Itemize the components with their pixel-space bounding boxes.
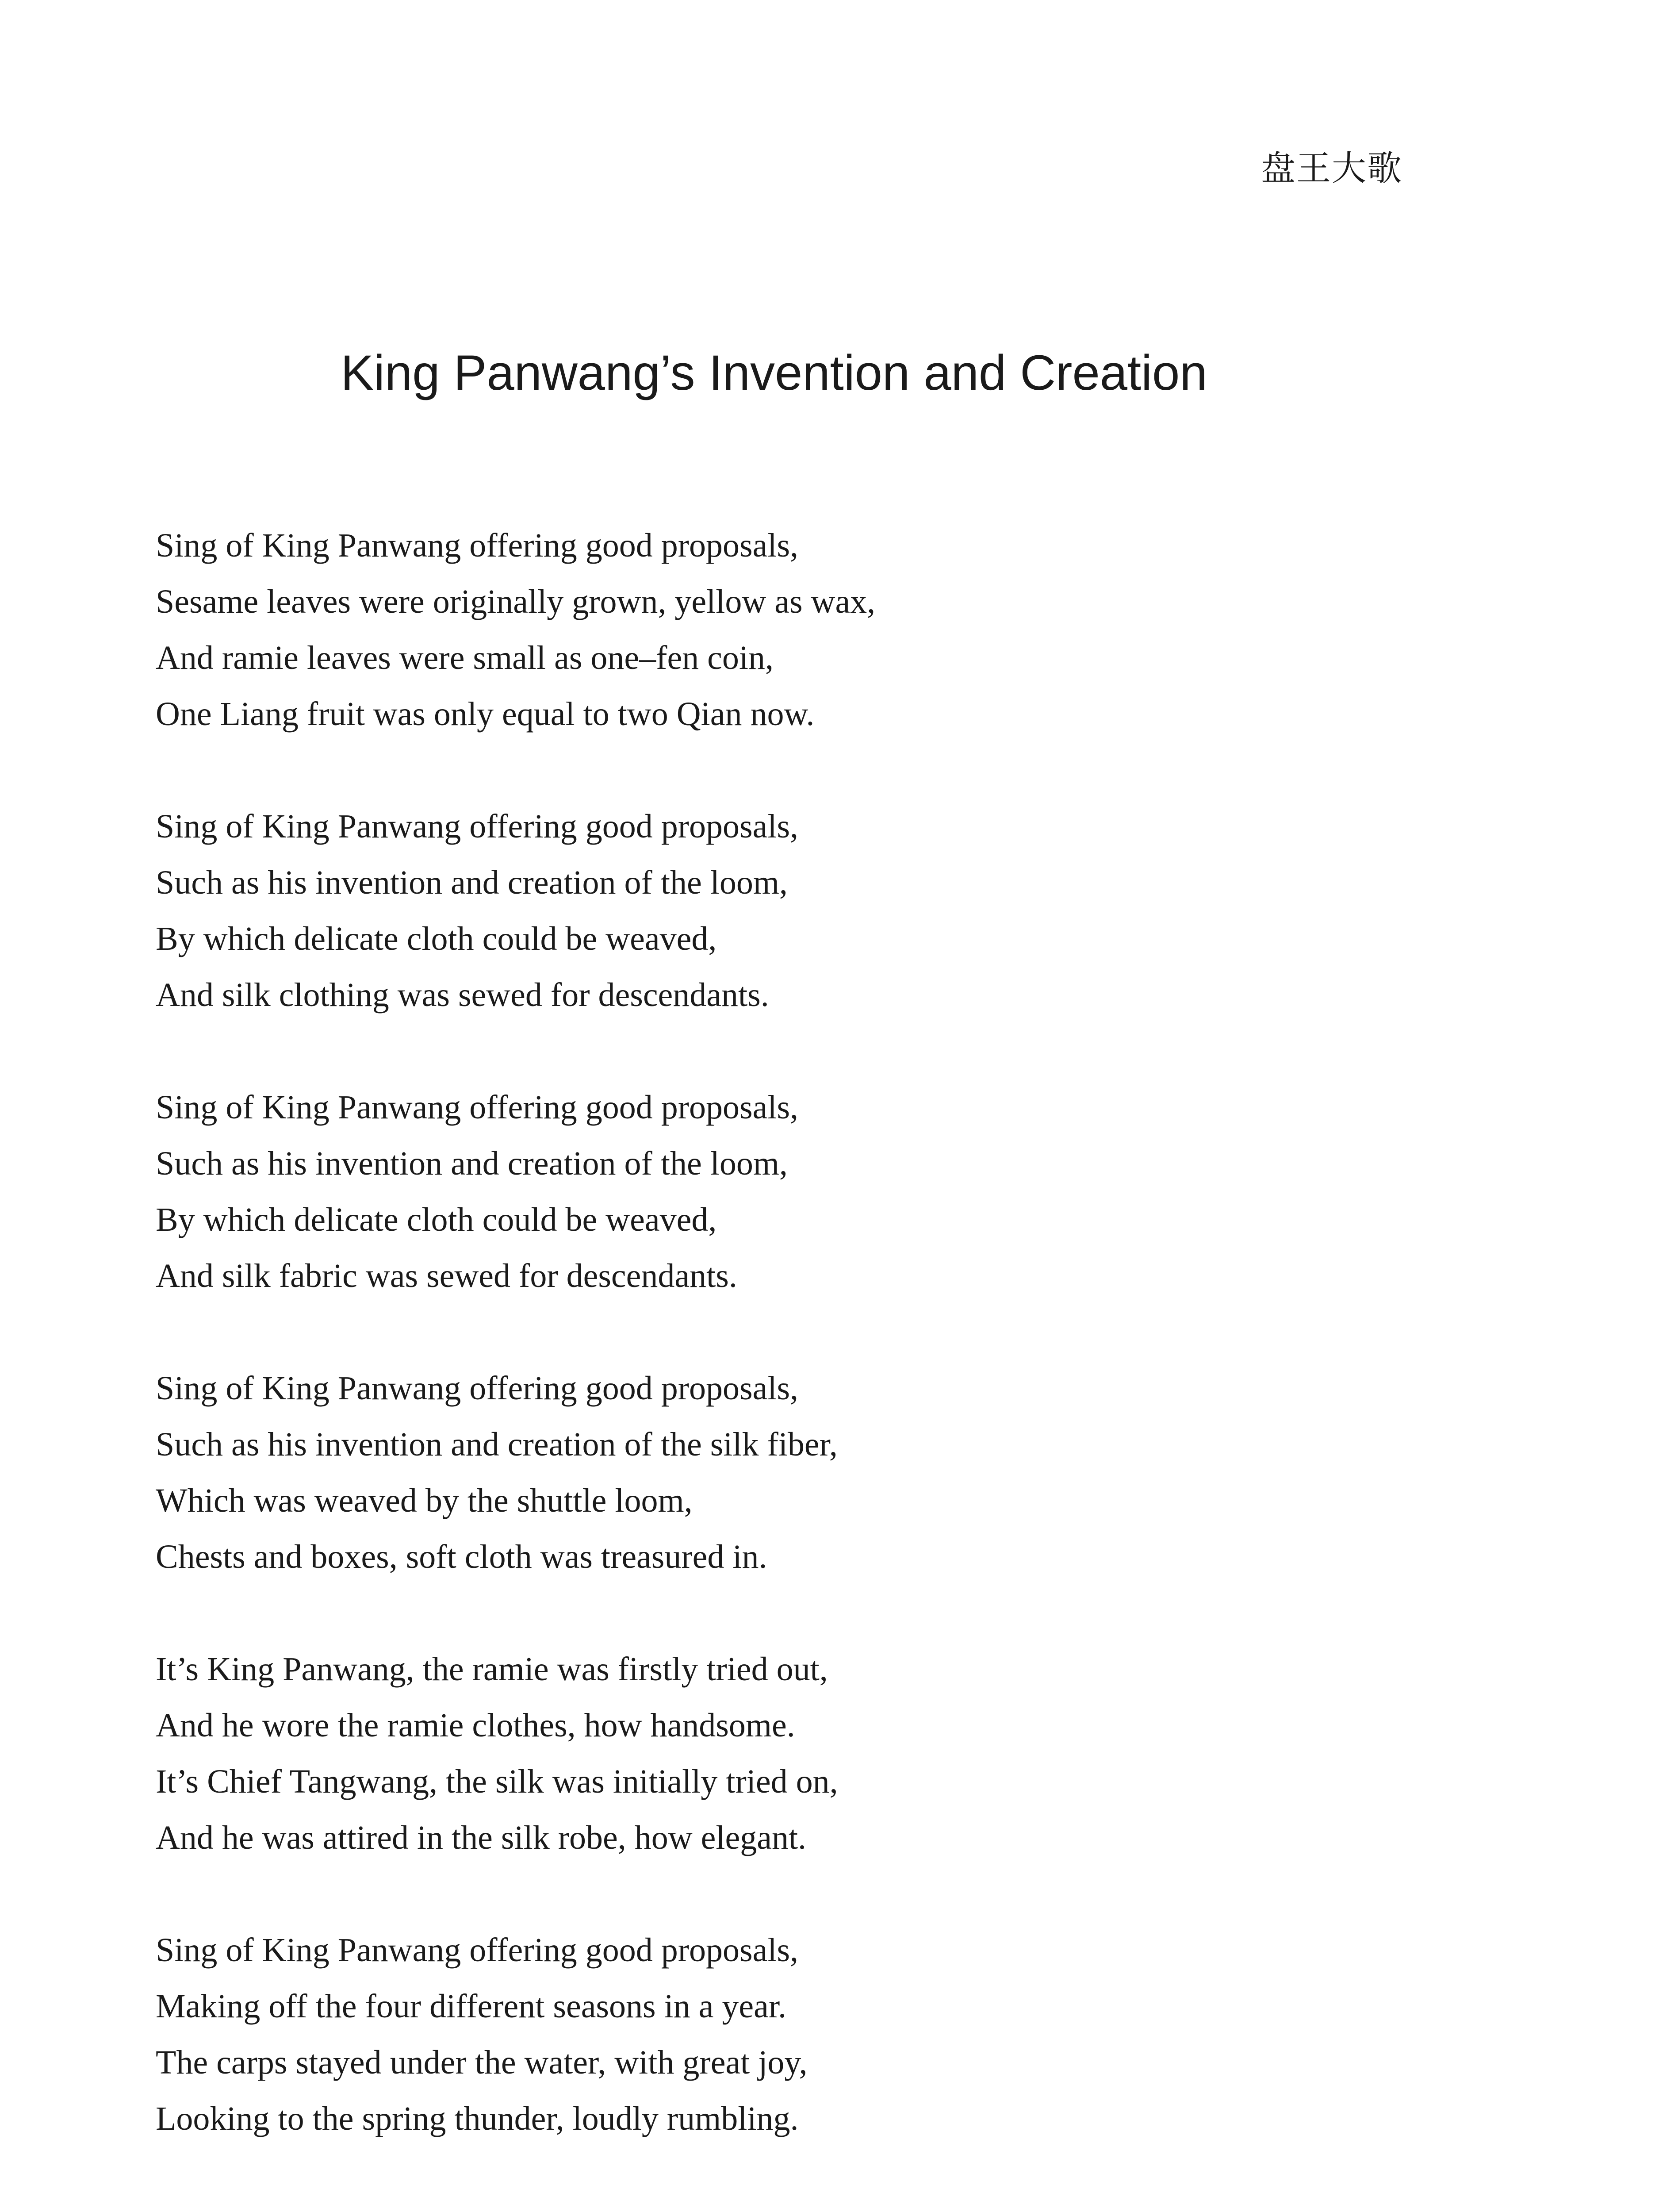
poem-line: Chests and boxes, soft cloth was treasured in. xyxy=(156,1538,767,1575)
stanza xyxy=(156,1641,1438,1866)
poem-line: And silk clothing was sewed for descendants. xyxy=(156,976,769,1014)
poem-title: King Panwang’s Invention and Creation xyxy=(341,345,1207,400)
poem-line: Such as his invention and creation of the loom, xyxy=(156,1145,788,1182)
poem-line: Such as his invention and creation of the loom, xyxy=(156,864,788,901)
running-header: 盘王大歌 xyxy=(1261,149,1402,188)
stanza xyxy=(156,518,1438,742)
poem-line: By which delicate cloth could be weaved, xyxy=(156,1201,717,1238)
poem-line: Looking to the spring thunder, loudly rumbling. xyxy=(156,2100,799,2137)
poem-line: Such as his invention and creation of the silk fiber, xyxy=(156,1426,838,1463)
stanza xyxy=(156,1360,1438,1585)
poem-line: Sing of King Panwang offering good proposals, xyxy=(156,1370,799,1407)
poem-line: Sing of King Panwang offering good proposals, xyxy=(156,527,799,564)
poem-line: And he was attired in the silk robe, how elegant. xyxy=(156,1819,807,1856)
poem-line: It’s Chief Tangwang, the silk was initially tried on, xyxy=(156,1763,838,1800)
poem-line: By which delicate cloth could be weaved, xyxy=(156,920,717,957)
poem-line: It’s King Panwang, the ramie was firstly tried out, xyxy=(156,1651,828,1688)
stanza xyxy=(156,1922,1438,2147)
stanza xyxy=(156,1079,1438,1304)
poem-line: And he wore the ramie clothes, how handsome. xyxy=(156,1707,795,1744)
poem-line: And silk fabric was sewed for descendants. xyxy=(156,1257,737,1294)
poem-line: Sing of King Panwang offering good proposals, xyxy=(156,1932,799,1969)
poem-line: Sesame leaves were originally grown, yellow as wax, xyxy=(156,583,876,620)
stanza xyxy=(156,799,1438,1023)
poem-body xyxy=(156,518,1438,2203)
poem-line: Sing of King Panwang offering good proposals, xyxy=(156,808,799,845)
poem-line: And ramie leaves were small as one–fen coin, xyxy=(156,639,774,676)
poem-line: The carps stayed under the water, with great joy, xyxy=(156,2044,808,2081)
poem-line: One Liang fruit was only equal to two Qian now. xyxy=(156,695,815,733)
poem-line: Which was weaved by the shuttle loom, xyxy=(156,1482,693,1519)
poem-line: Sing of King Panwang offering good proposals, xyxy=(156,1089,799,1126)
poem-line: Making off the four different seasons in a year. xyxy=(156,1988,787,2025)
